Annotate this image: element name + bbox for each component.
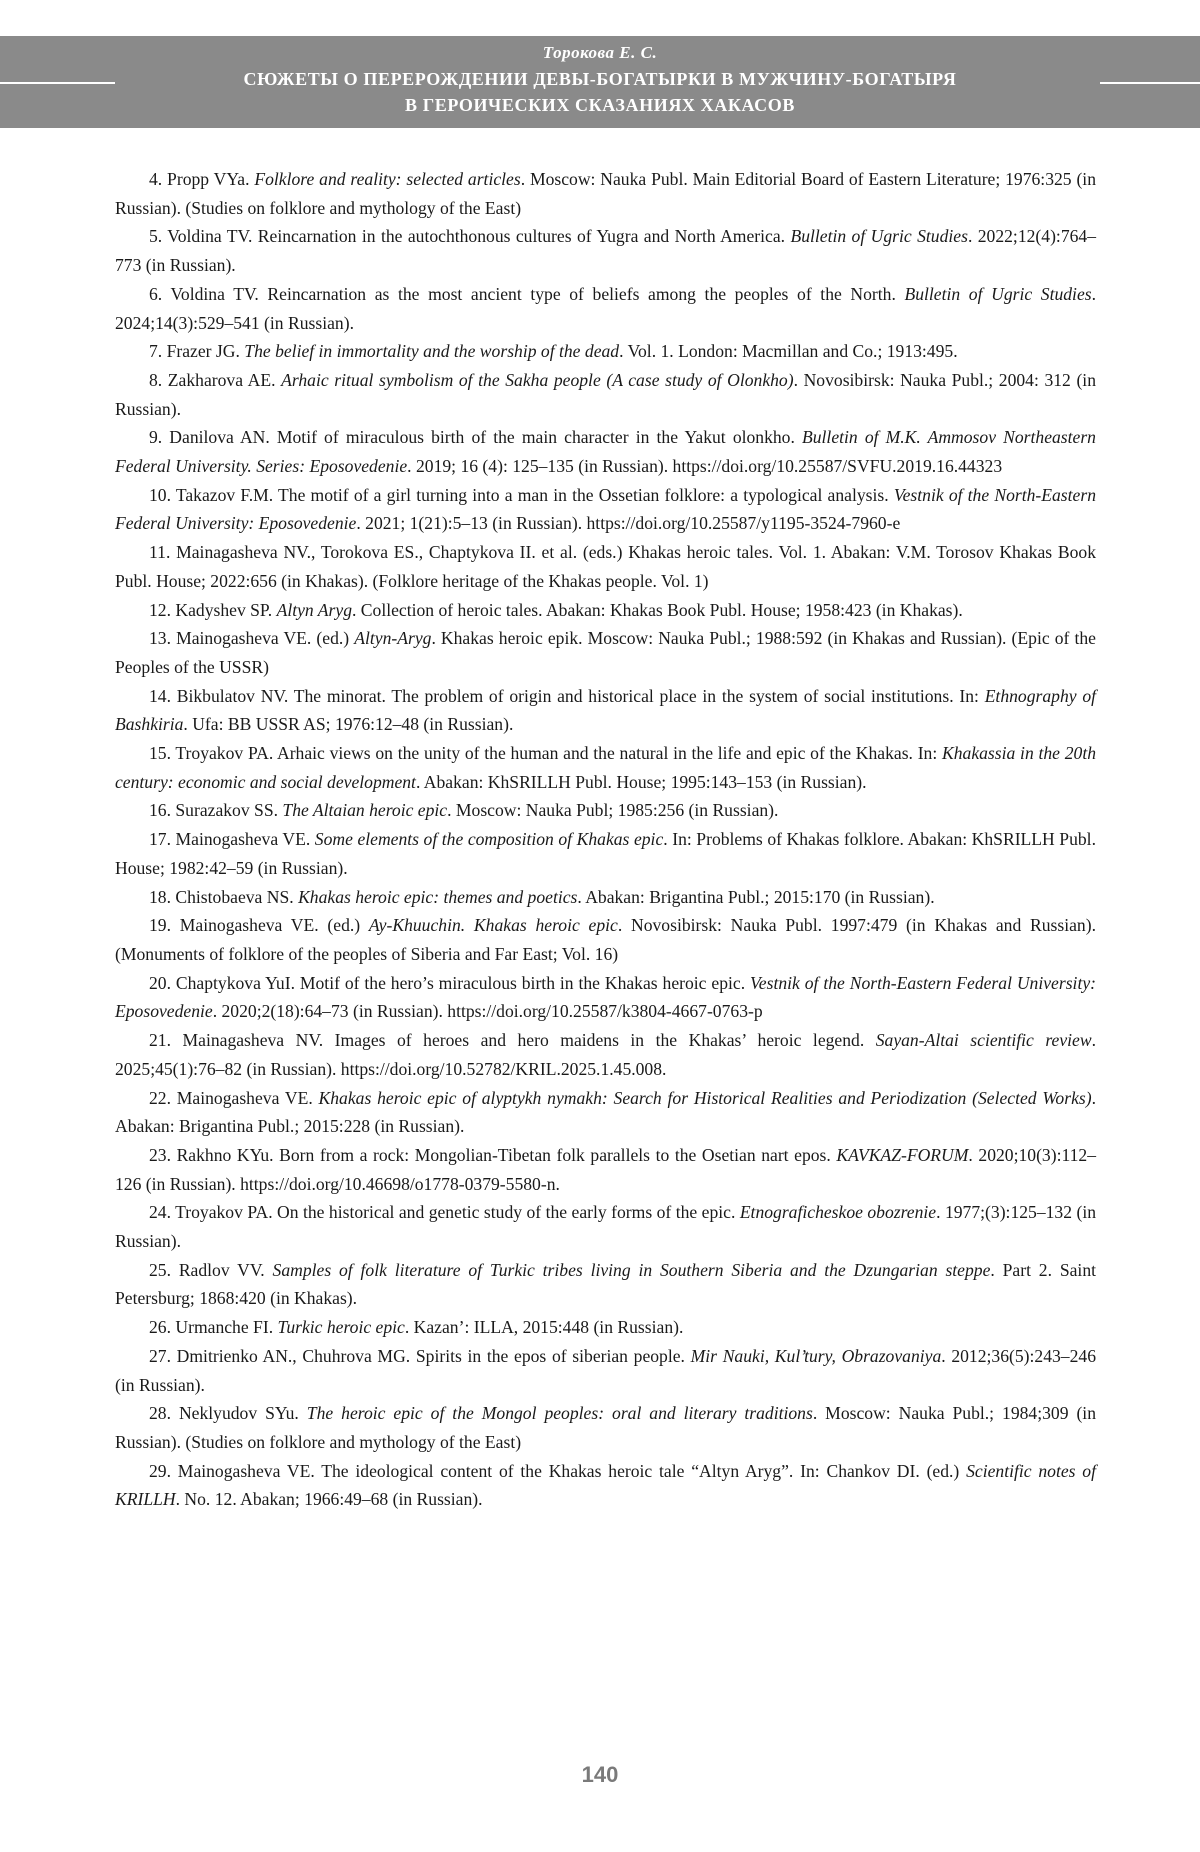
reference-title: Scientific notes of KRILLH — [115, 1460, 1096, 1510]
reference-text: . 2022;12(4):764–773 (in Russian). — [115, 226, 1097, 276]
reference-title: Khakassia in the 20th century: economic and social development — [115, 743, 1097, 792]
reference-text: . 2020;2(18):64–73 (in Russian). https://doi.org/10.25587/k3804-4667-0763-p — [212, 1001, 763, 1022]
reference-title: Bulletin of Ugric Studies — [904, 283, 1092, 304]
reference-item — [115, 423, 1096, 480]
reference-item — [115, 366, 1096, 423]
reference-text: 18. Chistobaeva NS. — [149, 886, 299, 907]
reference-title: The heroic epic of the Mongol peoples: oral and literary traditions — [306, 1403, 813, 1424]
reference-text: . Abakan: Brigantina Publ.; 2015:228 (in Russian). — [115, 1087, 1096, 1137]
reference-text: . Ufa: BB USSR AS; 1976:12–48 (in Russian). — [183, 714, 514, 735]
page-number: 140 — [581, 1762, 619, 1787]
reference-text: 12. Kadyshev SP. — [149, 599, 277, 620]
reference-text: 6. Voldina TV. Reincarnation as the most ancient type of beliefs among the peoples of the North. — [149, 283, 905, 304]
reference-title: Altyn Aryg — [276, 599, 352, 620]
reference-title: Mir Nauki, Kul’tury, Obrazovaniya — [690, 1345, 942, 1366]
reference-title: Bulletin of M.K. Ammosov Northeastern Federal University. Series: Eposovedenie — [115, 427, 1096, 477]
reference-text: 21. Mainagasheva NV. Images of heroes and hero maidens in the Khakas’ heroic legend. — [149, 1030, 876, 1051]
reference-item — [115, 624, 1096, 681]
reference-text: 29. Mainogasheva VE. The ideological content of the Khakas heroic tale “Altyn Aryg”. In: Chankov DI. (ed.) — [149, 1460, 967, 1481]
reference-text: 4. Propp VYa. — [149, 169, 255, 189]
reference-title: Vestnik of the North-Eastern Federal University: Eposovedenie — [115, 484, 1096, 534]
reference-item — [115, 481, 1096, 538]
reference-item — [115, 1198, 1096, 1255]
reference-text: . Abakan: KhSRILLH Publ. House; 1995:143–153 (in Russian). — [415, 771, 867, 792]
reference-text: 28. Neklyudov SYu. — [149, 1403, 307, 1424]
reference-text: 23. Rakhno KYu. Born from a rock: Mongolian-Tibetan folk parallels to the Osetian nart epos. — [149, 1144, 837, 1165]
reference-text: 25. Radlov VV. — [149, 1259, 273, 1280]
reference-text: 11. Mainagasheva NV., Torokova ES., Chaptykova II. et al. (eds.) Khakas heroic tales. Vol. 1. Abakan: V.M. Torosov Khakas Book Publ. House; 2022:656 (in Khakas). (Folklore heritage of the Khakas people. Vol. 1) — [115, 542, 1096, 591]
reference-item — [115, 222, 1096, 279]
reference-item — [115, 1141, 1096, 1198]
reference-text: . 2024;14(3):529–541 (in Russian). — [115, 283, 1097, 333]
header-author: Торокова Е. С. — [542, 43, 658, 62]
reference-text: . 2019; 16 (4): 125–135 (in Russian). https://doi.org/10.25587/SVFU.2019.16.44323 — [407, 456, 1003, 477]
reference-item — [115, 883, 1096, 912]
reference-text: . 2012;36(5):243–246 (in Russian). — [115, 1345, 1096, 1395]
reference-text: 14. Bikbulatov NV. The minorat. The problem of origin and historical place in the system of social institutions. In: — [149, 685, 985, 706]
reference-title: Bulletin of Ugric Studies — [790, 226, 968, 247]
reference-text: 16. Surazakov SS. — [149, 800, 283, 821]
reference-text: . Collection of heroic tales. Abakan: Khakas Book Publ. House; 1958:423 (in Khakas). — [352, 599, 963, 620]
reference-item — [115, 1313, 1096, 1342]
reference-item — [115, 911, 1096, 968]
reference-text: . 2021; 1(21):5–13 (in Russian). https://doi.org/10.25587/y1195-3524-7960-e — [356, 513, 901, 534]
reference-text: 19. Mainogasheva VE. (ed.) — [149, 915, 369, 936]
reference-text: 8. Zakharova AE. — [149, 369, 282, 390]
reference-title: Arhaic ritual symbolism of the Sakha people (A case study of Olonkho) — [281, 369, 794, 390]
reference-text: . Moscow: Nauka Publ; 1985:256 (in Russian). — [447, 800, 779, 821]
reference-title: Khakas heroic epic: themes and poetics — [298, 886, 578, 907]
reference-item — [115, 969, 1096, 1026]
reference-text: . Khakas heroic epik. Moscow: Nauka Publ.; 1988:592 (in Khakas and Russian). (Epic of the Peoples of the USSR) — [115, 628, 1096, 677]
reference-item — [115, 796, 1096, 825]
reference-text: . Novosibirsk: Nauka Publ.; 2004: 312 (in Russian). — [115, 369, 1096, 419]
reference-text: 24. Troyakov PA. On the historical and genetic study of the early forms of the epic. — [149, 1202, 740, 1223]
reference-text: . In: Problems of Khakas folklore. Abakan: KhSRILLH Publ. House; 1982:42–59 (in Russian). — [115, 829, 1096, 878]
reference-title: Folklore and reality: selected articles — [254, 169, 521, 189]
reference-title: Sayan-Altai scientific review — [875, 1030, 1092, 1051]
reference-text: . No. 12. Abakan; 1966:49–68 (in Russian). — [175, 1489, 483, 1510]
reference-title: Khakas heroic epic of alyptykh nymakh: Search for Historical Realities and Periodization (Selected Works) — [318, 1087, 1092, 1108]
reference-title: Some elements of the composition of Khakas epic — [314, 829, 664, 850]
reference-text: . Moscow: Nauka Publ.; 1984;309 (in Russian). (Studies on folklore and mythology of the East) — [115, 1403, 1096, 1452]
reference-text: . Moscow: Nauka Publ. Main Editorial Board of Eastern Literature; 1976:325 (in Russian). (Studies on folklore and mythology of the East) — [115, 169, 1096, 218]
reference-title: Ethnography of Bashkiria — [115, 685, 1097, 735]
reference-text: . Part 2. Saint Petersburg; 1868:420 (in Khakas). — [115, 1259, 1096, 1309]
reference-title: Ay-Khuuchin. Khakas heroic epic — [368, 915, 618, 936]
reference-item — [115, 825, 1096, 882]
reference-item — [115, 337, 1096, 366]
reference-title: Turkic heroic epic — [277, 1317, 405, 1338]
reference-item — [115, 1026, 1096, 1083]
reference-text: 13. Mainogasheva VE. (ed.) — [149, 628, 355, 649]
reference-text: 20. Chaptykova YuI. Motif of the hero’s miraculous birth in the Khakas heroic epic. — [149, 972, 750, 993]
reference-item — [115, 1457, 1096, 1514]
reference-title: Vestnik of the North-Eastern Federal University: Eposovedenie — [115, 972, 1097, 1022]
reference-text: . 2020;10(3):112–126 (in Russian). https://doi.org/10.46698/o1778-0379-5580-n. — [115, 1144, 1096, 1194]
reference-text: . Vol. 1. London: Macmillan and Co.; 1913:495. — [619, 341, 958, 362]
reference-text: 27. Dmitrienko AN., Chuhrova MG. Spirits in the epos of siberian people. — [149, 1345, 691, 1366]
reference-text: 17. Mainogasheva VE. — [149, 829, 315, 850]
reference-title: The Altaian heroic epic — [282, 800, 448, 821]
reference-item — [115, 165, 1096, 222]
reference-text: 22. Mainogasheva VE. — [149, 1087, 319, 1108]
running-header — [0, 36, 1200, 128]
reference-text: 9. Danilova AN. Motif of miraculous birth of the main character in the Yakut olonkho. — [149, 427, 802, 448]
reference-item — [115, 596, 1096, 625]
reference-item — [115, 1084, 1096, 1141]
reference-text: 7. Frazer JG. — [149, 341, 245, 362]
reference-item — [115, 1399, 1096, 1456]
reference-item — [115, 682, 1096, 739]
header-title-line-2: В ГЕРОИЧЕСКИХ СКАЗАНИЯХ ХАКАСОВ — [405, 95, 795, 115]
reference-text: 10. Takazov F.M. The motif of a girl turning into a man in the Ossetian folklore: a typological analysis. — [149, 484, 894, 505]
reference-title: Altyn-Aryg — [354, 628, 432, 649]
reference-title: KAVKAZ-FORUM — [836, 1144, 969, 1165]
reference-title: Samples of folk literature of Turkic tribes living in Southern Siberia and the Dzungarian steppe — [272, 1259, 991, 1280]
reference-text: . 1977;(3):125–132 (in Russian). — [115, 1202, 1097, 1252]
reference-item — [115, 538, 1096, 595]
reference-list — [115, 165, 1096, 1514]
reference-title: The belief in immortality and the worship of the dead — [244, 341, 620, 362]
header-title-line-1: СЮЖЕТЫ О ПЕРЕРОЖДЕНИИ ДЕВЫ-БОГАТЫРКИ В МУЖЧИНУ-БОГАТЫРЯ — [243, 69, 957, 89]
reference-text: 5. Voldina TV. Reincarnation in the autochthonous cultures of Yugra and North America. — [149, 226, 791, 247]
reference-item — [115, 739, 1096, 796]
reference-text: . 2025;45(1):76–82 (in Russian). https://doi.org/10.52782/KRIL.2025.1.45.008. — [115, 1030, 1096, 1079]
reference-item — [115, 1256, 1096, 1313]
reference-text: . Kazan’: ILLA, 2015:448 (in Russian). — [404, 1317, 684, 1338]
reference-item — [115, 1342, 1096, 1399]
reference-title: Etnograficheskoe obozrenie — [739, 1202, 937, 1223]
reference-text: 26. Urmanche FI. — [149, 1317, 278, 1338]
reference-item — [115, 280, 1096, 337]
reference-text: . Abakan: Brigantina Publ.; 2015:170 (in Russian). — [577, 886, 935, 907]
reference-text: . Novosibirsk: Nauka Publ. 1997:479 (in Khakas and Russian). (Monuments of folklore of the peoples of Siberia and Far East; Vol. 16) — [115, 915, 1096, 964]
reference-text: 15. Troyakov PA. Arhaic views on the unity of the human and the natural in the life and epic of the Khakas. In: — [149, 743, 942, 764]
